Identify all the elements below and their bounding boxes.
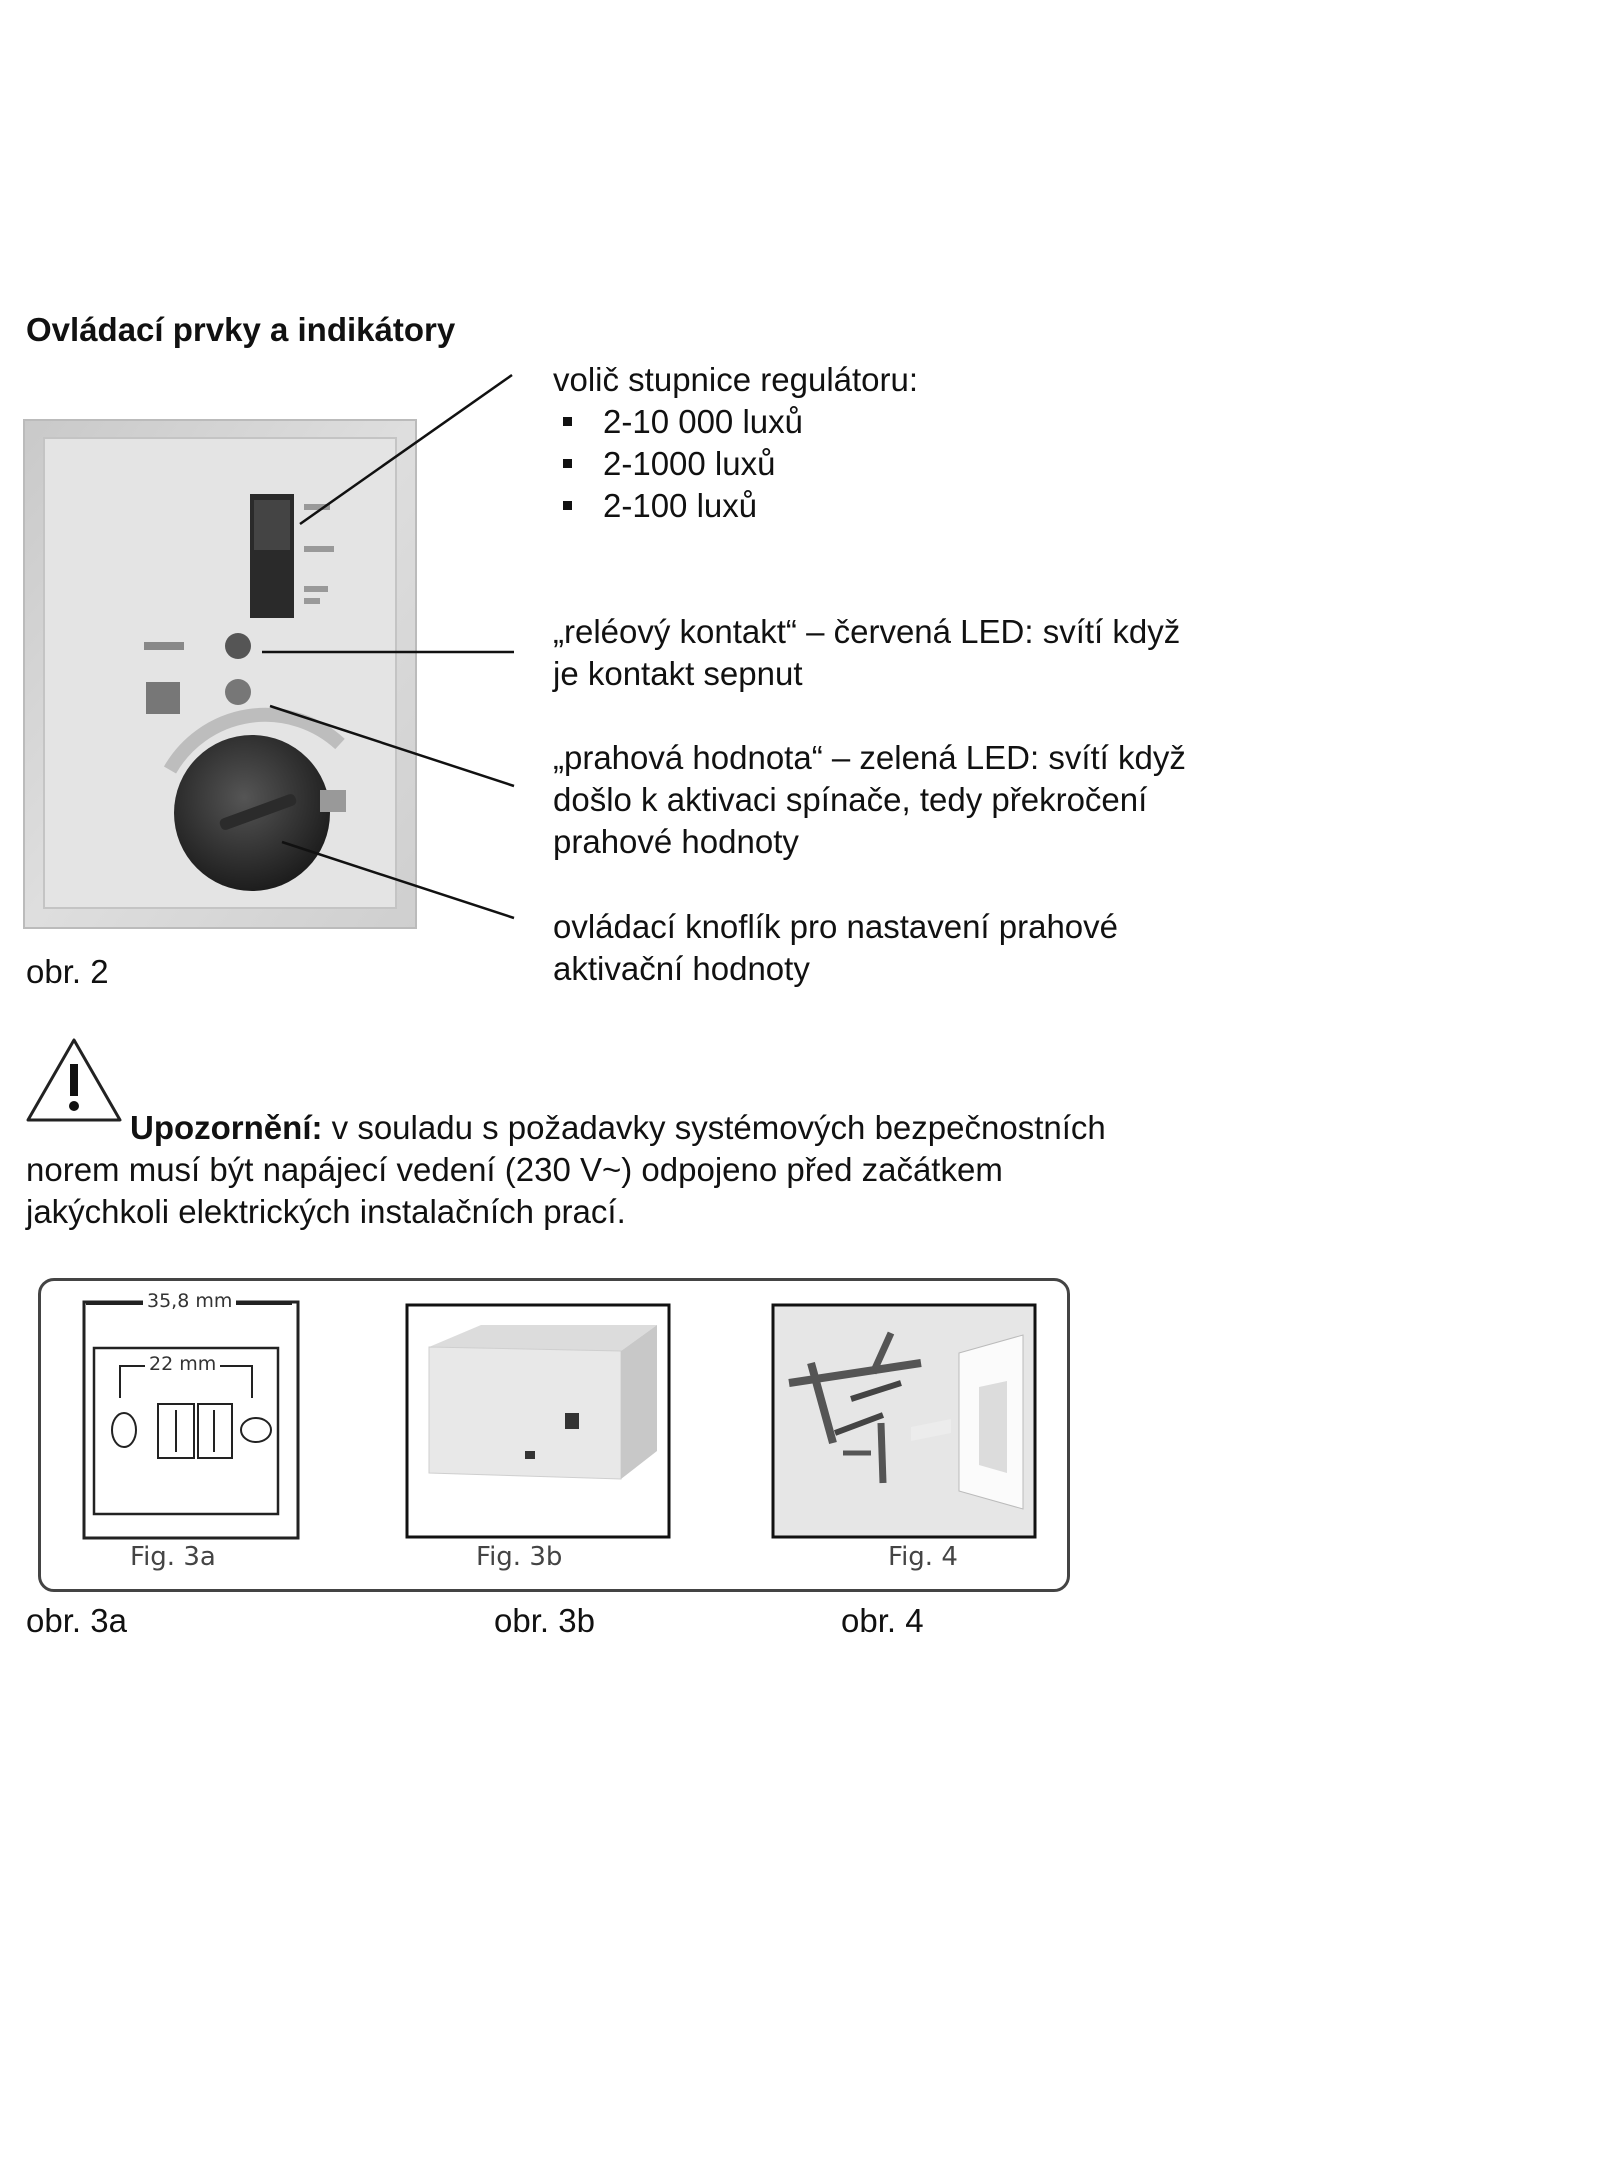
fig-3a-caption: Fig. 3a <box>130 1542 216 1572</box>
warning-text-part: v souladu s požadavky systémových bezpečnostních <box>322 1109 1106 1146</box>
warning-line: norem musí být napájecí vedení (230 V~) odpojeno před začátkem <box>26 1151 1003 1188</box>
figure-3b-label: obr. 3b <box>494 1602 595 1639</box>
fig-3a-drawing <box>80 1288 302 1544</box>
range-item: 2-1000 luxů <box>553 443 918 485</box>
threshold-led-line: prahové hodnoty <box>553 823 799 860</box>
warning-line <box>26 1107 1266 1149</box>
figure-2-label: obr. 2 <box>26 953 109 990</box>
warning-line: jakýchkoli elektrických instalačních prací. <box>26 1193 626 1230</box>
selector-title: volič stupnice regulátoru: <box>553 361 919 398</box>
relay-led-line: je kontakt sepnut <box>553 655 803 692</box>
knob-description <box>553 906 1118 990</box>
selector-description <box>553 359 918 527</box>
selector-range-list <box>553 401 918 527</box>
knob-line: aktivační hodnoty <box>553 950 810 987</box>
threshold-led-line: došlo k aktivaci spínače, tedy překročení <box>553 781 1148 818</box>
range-item: 2-100 luxů <box>553 485 918 527</box>
fig-3b-image <box>405 1303 671 1539</box>
warning-label: Upozornění: <box>130 1109 323 1146</box>
fig-3b-caption: Fig. 3b <box>476 1542 563 1572</box>
knob-line: ovládací knoflík pro nastavení prahové <box>553 908 1119 945</box>
range-item: 2-10 000 luxů <box>553 401 918 443</box>
relay-led-line: „reléový kontakt“ – červená LED: svítí když <box>553 613 1181 650</box>
fig-4-caption: Fig. 4 <box>888 1542 958 1572</box>
section-heading: Ovládací prvky a indikátory <box>26 311 456 348</box>
warning-text <box>26 1107 1266 1233</box>
figure-4-label: obr. 4 <box>841 1602 924 1639</box>
threshold-led-description <box>553 737 1186 863</box>
dimension-outer-label: 35,8 mm <box>143 1290 236 1312</box>
threshold-led-line: „prahová hodnota“ – zelená LED: svítí když <box>553 739 1186 776</box>
fig-4-image <box>771 1303 1037 1539</box>
figure-3a-label: obr. 3a <box>26 1602 127 1639</box>
relay-led-description <box>553 611 1180 695</box>
dimension-inner-label: 22 mm <box>145 1353 220 1375</box>
